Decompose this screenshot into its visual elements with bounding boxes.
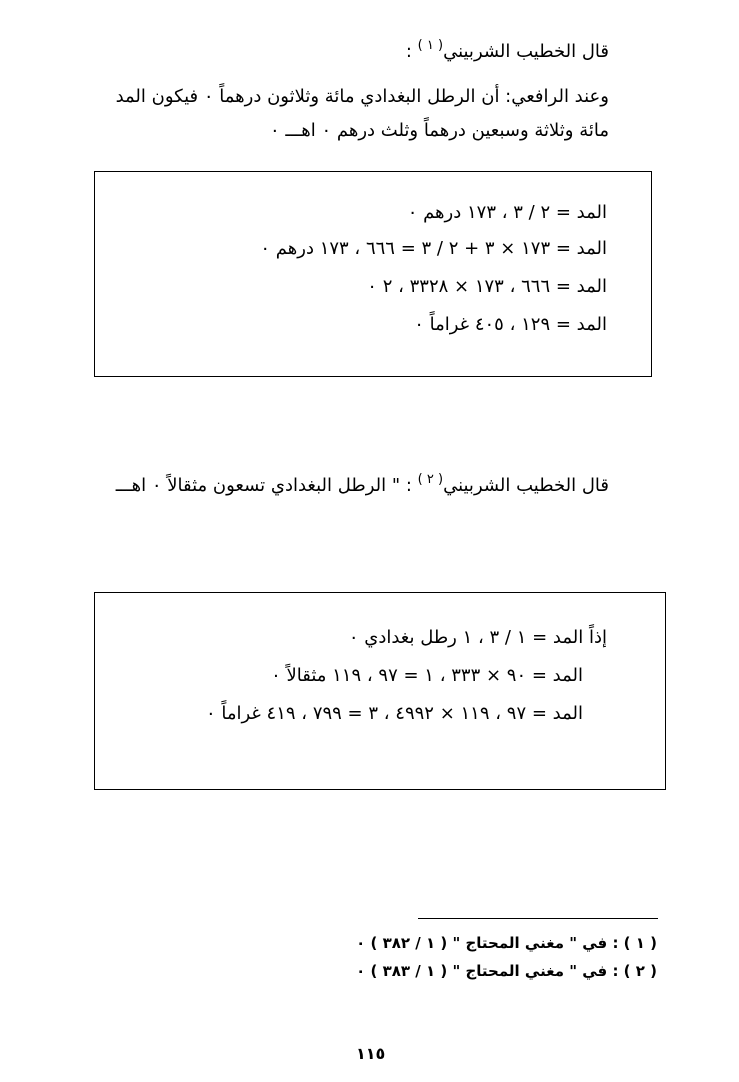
footnote-ref-2: ( ٢ ) [417, 472, 444, 487]
box1-line-3: المد = ٦٦٦ ، ١٧٣ × ٣٣٢٨ ، ٢ ٠ [367, 276, 607, 297]
section2-heading [116, 472, 609, 497]
section1-para-line1: وعند الرافعي: أن الرطل البغدادي مائة وثلاثون درهماً ٠ فيكون المد [115, 86, 609, 107]
section1-heading-suffix: : [405, 41, 412, 62]
page-number: ١١٥ [356, 1044, 386, 1063]
box2-line-3: المد = ٩٧ ، ١١٩ × ٤٩٩٢ ، ٣ = ٧٩٩ ، ٤١٩ غراماً ٠ [205, 703, 583, 724]
calculation-box-2 [94, 592, 666, 790]
section2-heading-text: قال الخطيب الشربيني [443, 475, 609, 496]
calculation-box-1 [94, 171, 652, 377]
box1-line-1: المد = ٢ / ٣ ، ١٧٣ درهم ٠ [407, 202, 607, 223]
section1-heading [406, 38, 609, 63]
footnote-separator [418, 918, 658, 919]
box1-line-2: المد = ١٧٣ × ٣ + ٢ / ٣ = ٦٦٦ ، ١٧٣ درهم ٠ [260, 238, 607, 259]
box2-line-1: إذاً المد = ١ / ٣ ، ١ رطل بغدادي ٠ [348, 627, 607, 648]
section1-para-line2: مائة وثلاثة وسبعين درهماً وثلث درهم ٠ اهـــ ٠ [270, 120, 609, 141]
footnote-ref-1: ( ١ ) [417, 38, 444, 53]
footnote-1: ( ١ ) : في " مغني المحتاج " ( ١ / ٣٨٢ ) ٠ [356, 934, 657, 952]
section2-heading-suffix: : " الرطل البغدادي تسعون مثقالاً ٠ اهـــ [115, 475, 412, 496]
footnote-2: ( ٢ ) : في " مغني المحتاج " ( ١ / ٣٨٣ ) ٠ [356, 962, 657, 980]
box2-line-2: المد = ٩٠ × ٣٣٣ ، ١ = ٩٧ ، ١١٩ مثقالاً ٠ [271, 665, 583, 686]
section1-heading-text: قال الخطيب الشربيني [443, 41, 609, 62]
box1-line-4: المد = ١٢٩ ، ٤٠٥ غراماً ٠ [414, 314, 607, 335]
